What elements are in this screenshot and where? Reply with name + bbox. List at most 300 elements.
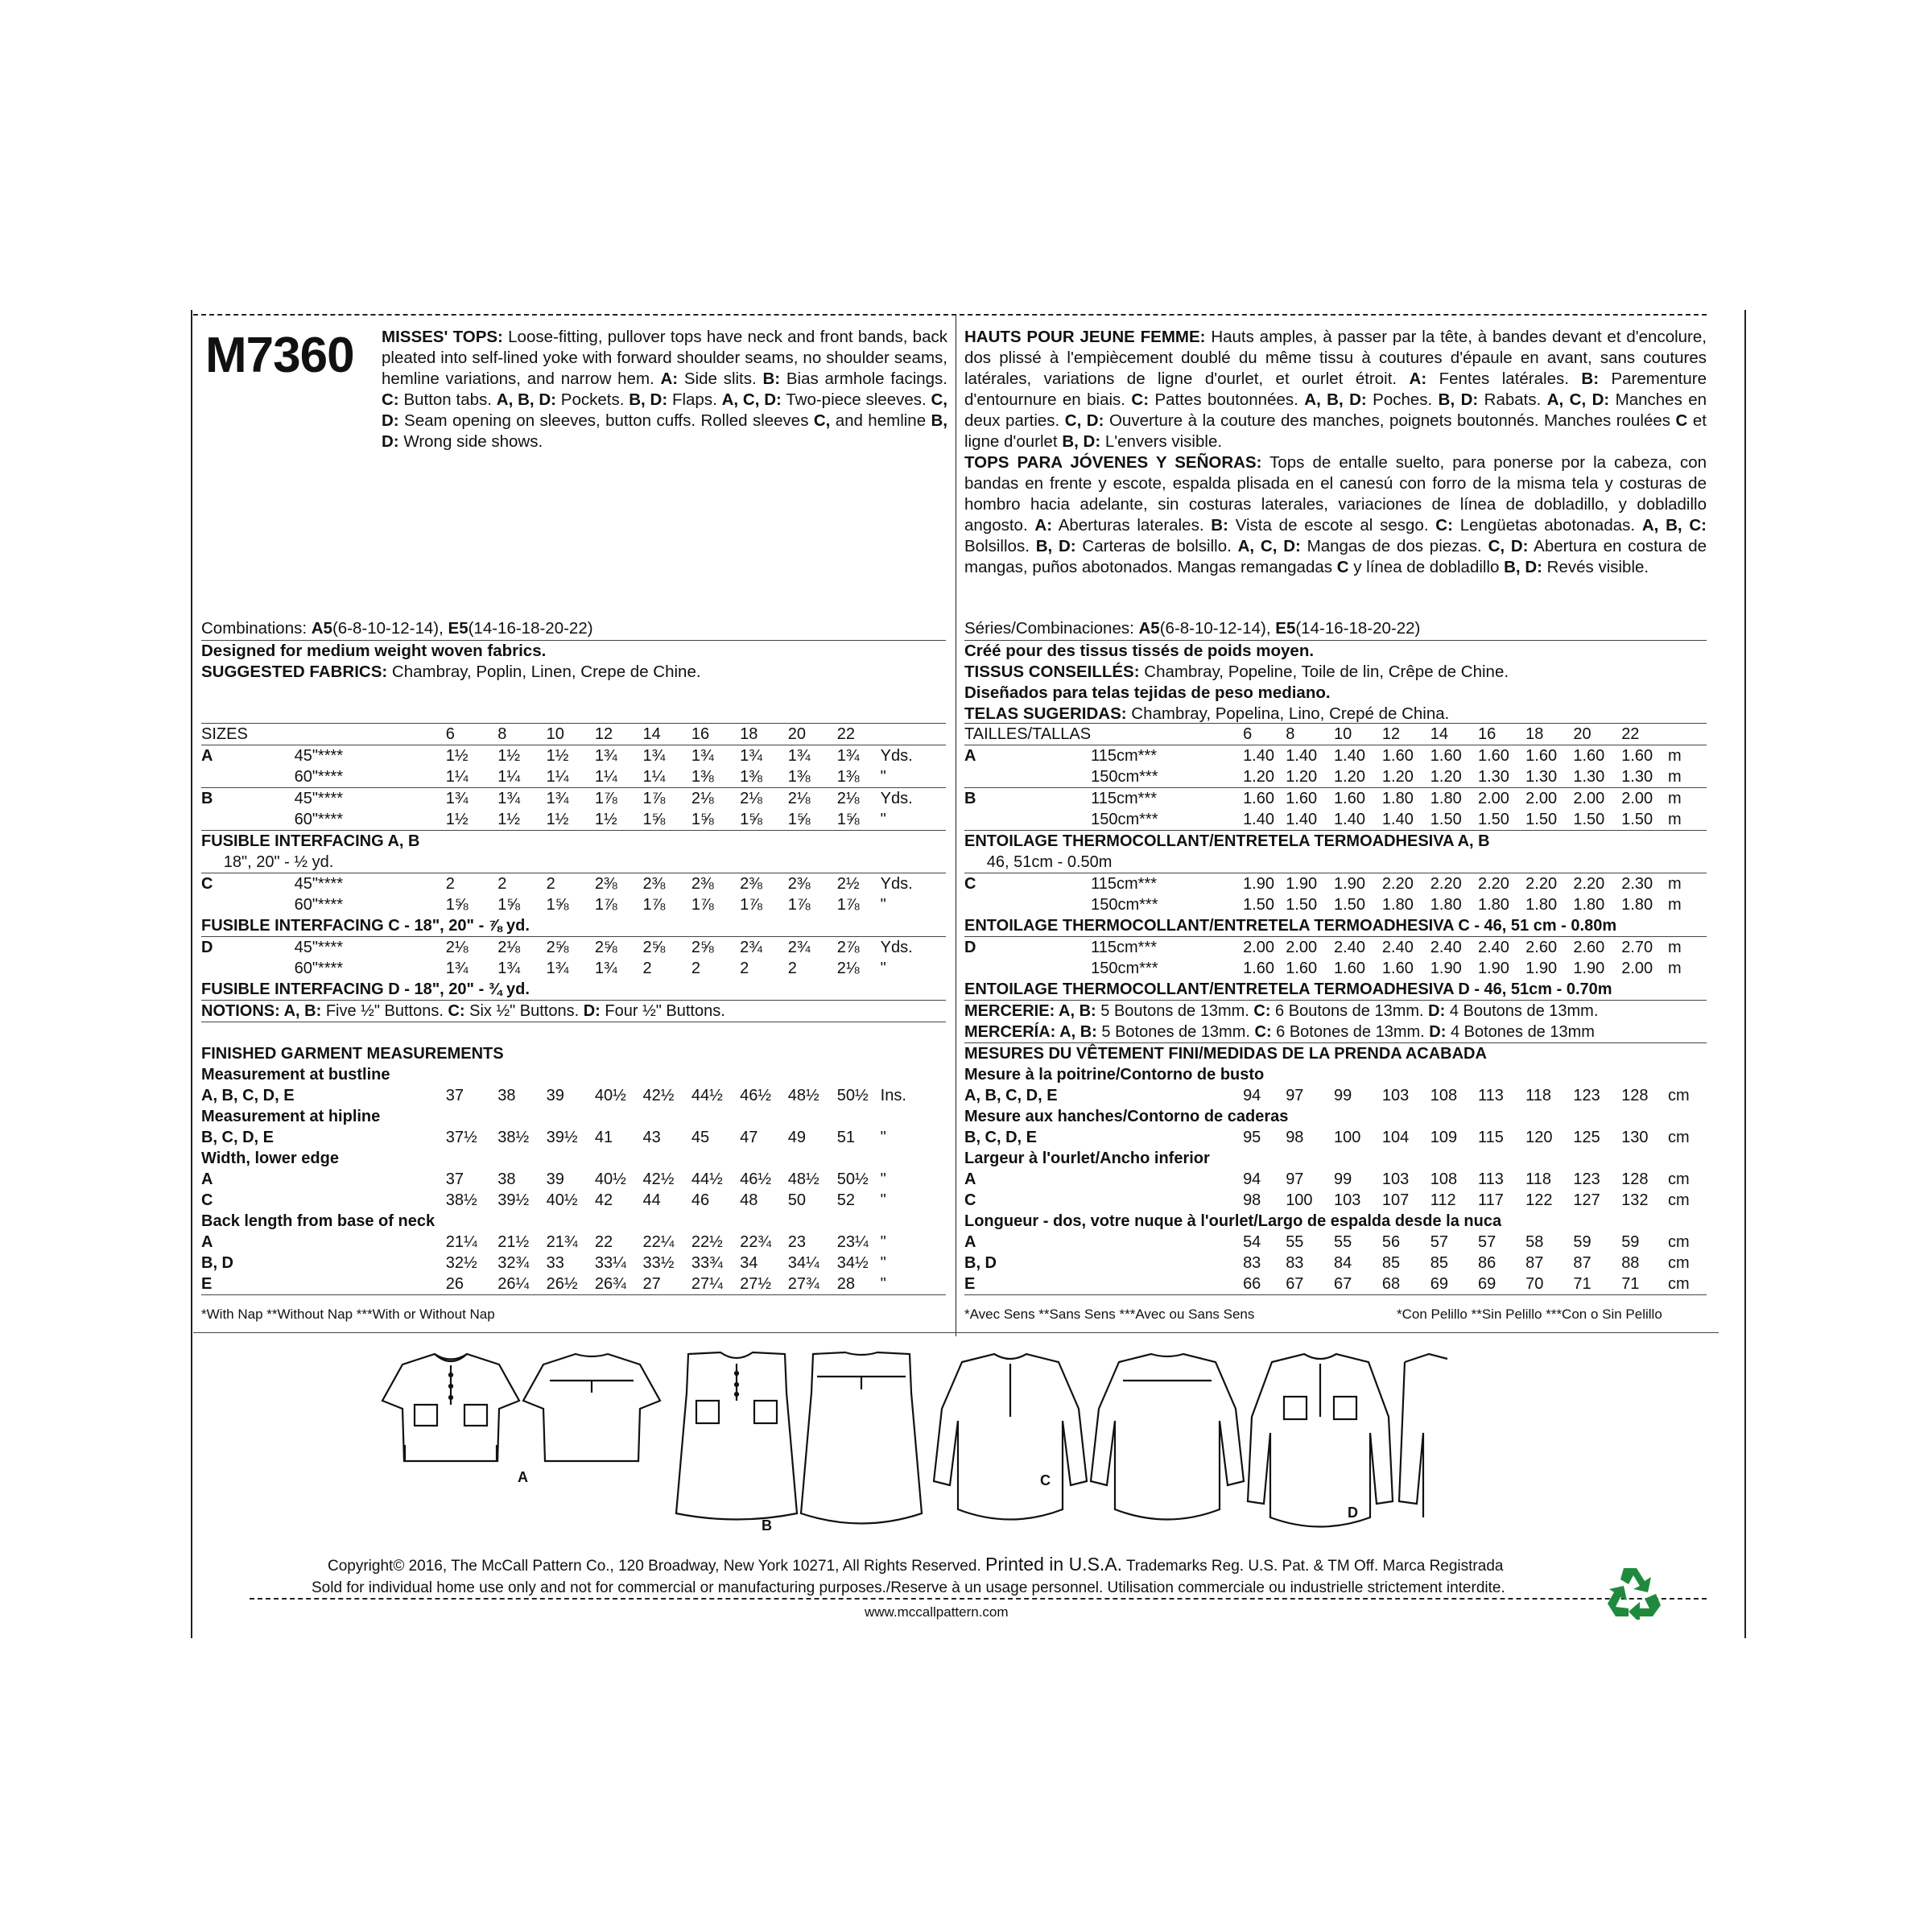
table-cell: 100 [1334,1129,1361,1146]
table-cell: 1.80 [1525,896,1558,914]
table-cell: 1.30 [1573,766,1621,788]
table-cell: 33¾ [691,1254,723,1272]
sketch-view-b-front [676,1352,797,1520]
table-cell [1091,1169,1243,1190]
table-cell: 28 [837,1274,881,1295]
table-cell: 21¼ [445,1233,477,1251]
table-cell: 26¼ [497,1274,546,1295]
table-row [201,1169,946,1190]
text-run: B, D: [1504,558,1542,576]
table-cell: 2.60 [1573,939,1605,956]
table-cell: 1¾ [691,747,714,765]
table-cell: 2⅝ [594,939,617,956]
table-row [964,1022,1707,1043]
table-cell: 22¾ [740,1233,772,1251]
table-cell: 59 [1621,1233,1640,1251]
table-cell: " [880,1254,886,1272]
combinations-fr-es [964,618,1420,639]
table-cell: 8 [1286,724,1334,745]
table-cell: 1.80 [1430,896,1462,914]
table-cell: 16 [691,724,740,745]
text-run: Ouverture à la couture des manches, poignets boutonnés. Manches roulées [1104,411,1676,430]
table-cell: MESURES DU VÊTEMENT FINI/MEDIDAS DE LA PRENDA ACABADA [964,1045,1487,1063]
table-cell: 2 [642,960,652,977]
table-cell: 1⅝ [643,809,691,831]
table-cell: 2.30 [1621,875,1653,893]
table-cell [1091,1085,1243,1106]
table-cell: m [1668,960,1682,977]
table-row [201,894,946,915]
table-cell [1091,1127,1243,1148]
table-cell: 71 [1573,1274,1621,1295]
table-row [964,1274,1707,1295]
table-cell: 42 [594,1191,613,1209]
table-cell: 2.00 [1621,790,1653,807]
table-cell: 57 [1430,1233,1449,1251]
table-cell: 118 [1525,1170,1552,1188]
table-cell: 1¾ [497,960,521,977]
table-cell: 42½ [642,1170,675,1188]
table-cell: 45"**** [294,939,344,956]
table-cell: 1½ [445,747,469,765]
table-row [201,1085,946,1106]
table-cell: 83 [1243,1254,1261,1272]
table-cell: 85 [1430,1254,1449,1272]
table-cell: " [880,1129,886,1146]
text-run: Wrong side shows. [398,432,543,451]
text-run: Pockets. [556,390,630,409]
table-cell: 1.80 [1381,790,1414,807]
table-row [964,809,1707,831]
text-run: Loose-fitting, pullover tops have neck and front bands, back pleated into self-lined yoke with forward shoulder seams, no shoulder seams, hemline variations, and narrow hem. [382,328,947,388]
table-cell: 2⅛ [497,939,521,956]
text-run: Manches en deux parties. [964,390,1707,430]
table-cell: 46, 51cm - 0.50m [964,852,1707,873]
table-cell: 2⅛ [740,790,762,807]
table-cell: 1.80 [1477,896,1509,914]
table-row [964,1001,1707,1022]
table-row [964,915,1707,937]
table-cell: 22½ [691,1233,723,1251]
text-run: Parementure d'entournure en biais. [964,369,1707,409]
table-cell: 1⅜ [691,766,740,788]
table-cell: 1⅝ [788,809,837,831]
table-cell: B, C, D, E [201,1129,275,1146]
table-cell: 1⅞ [594,790,617,807]
table-cell: cm [1668,1233,1690,1251]
table-cell: cm [1668,1087,1690,1104]
sold-notice: Sold for individual home use only and not for commercial or manufacturing purposes./Reserve à un usage personnel. Utilisation commerciale ou industrielle strictement interdite. [312,1579,1505,1596]
table-cell: Measurement at hipline [201,1108,381,1125]
table-cell: 1¾ [594,960,617,977]
table-cell: 115 [1477,1129,1504,1146]
text-run: Aberturas laterales. [1052,516,1212,535]
pattern-number: M7360 [205,328,354,383]
table-cell: B, D [964,1254,997,1272]
table-cell: ENTOILAGE THERMOCOLLANT/ENTRETELA TERMOADHESIVA C - 46, 51 cm - 0.80m [964,915,1707,937]
table-cell: 2⅛ [836,960,860,977]
table-cell: 2.40 [1477,939,1509,956]
table-cell: m [1668,747,1682,765]
table-cell: 2 [546,875,555,893]
table-cell: 22 [1621,724,1668,745]
description-fr [964,327,1707,452]
table-cell: 1.60 [1286,790,1318,807]
table-row [201,937,946,959]
suggested-fabrics-en [201,662,701,683]
table-cell: 39½ [497,1191,530,1209]
table-cell: 1.60 [1243,790,1274,807]
table-cell [964,766,1091,788]
table-cell: 23 [787,1233,806,1251]
table-cell: 1.50 [1430,809,1478,831]
text-run: B, D: [629,390,668,409]
combinations-en [201,618,593,639]
table-cell: 132 [1621,1191,1649,1209]
table-row [201,809,946,831]
table-cell: " [881,1274,946,1295]
table-cell [964,1022,1707,1043]
table-cell: 1.50 [1573,809,1621,831]
table-row [201,1190,946,1211]
table-row [201,1148,946,1169]
table-row [201,979,946,1001]
table-cell: 1.40 [1286,809,1334,831]
table-cell: 1.40 [1382,809,1430,831]
table-cell: 2.20 [1381,875,1414,893]
table-cell: 1.60 [1573,747,1605,765]
table-cell: 123 [1573,1087,1600,1104]
text-run: Mangas de dos piezas. [1300,537,1488,555]
text-run: C, [813,411,831,430]
table-cell: m [1668,939,1682,956]
table-cell: 2.40 [1381,939,1414,956]
text-run: TISSUS CONSEILLÉS: [964,663,1140,681]
yardage-table-en [201,724,946,1295]
table-row [201,766,946,788]
table-cell: 41 [594,1129,613,1146]
table-cell: 2.20 [1573,875,1605,893]
text-run: et ligne d'ourlet [964,411,1707,451]
view-c-label: C [1040,1472,1051,1488]
table-cell: 2⅜ [594,875,617,893]
table-cell: Longueur - dos, votre nuque à l'ourlet/Largo de espalda desde la nuca [964,1212,1502,1230]
table-cell: 45"**** [294,875,344,893]
table-cell: 46 [691,1191,710,1209]
table-cell: 1.80 [1573,896,1605,914]
table-cell: A [201,747,213,765]
text-run: A, C, D: [1546,390,1610,409]
table-row [964,1085,1707,1106]
table-cell: 2⅝ [546,939,569,956]
table-cell: 112 [1430,1191,1456,1209]
table-row [964,1127,1707,1148]
table-row [964,1253,1707,1274]
table-cell: 1.20 [1382,766,1430,788]
nap-note-en: *With Nap **Without Nap ***With or Without Nap [201,1307,495,1322]
text-run: C: [1435,516,1453,535]
table-cell: 26 [446,1274,498,1295]
table-cell: ENTOILAGE THERMOCOLLANT/ENTRETELA TERMOADHESIVA D - 46, 51cm - 0.70m [964,979,1707,1001]
table-cell: 88 [1621,1254,1640,1272]
table-cell: 2.20 [1525,875,1558,893]
table-cell: 128 [1621,1087,1649,1104]
table-cell: 1.60 [1381,960,1414,977]
text-run: MERCERÍA: [964,1023,1060,1041]
text-run: A, B: [1059,1023,1097,1041]
text-run: C [1675,411,1688,430]
table-cell: D [964,939,976,956]
text-run: Séries/Combinaciones: [964,619,1139,638]
table-cell: D [201,939,213,956]
table-cell [1091,1274,1243,1295]
designed-fr: Créé pour des tissus tissés de poids moyen. [964,642,1315,660]
text-run: A, B, D: [1304,390,1367,409]
table-cell: 125 [1573,1129,1600,1146]
sketch-view-a-back [523,1354,660,1461]
sketch-view-d-back [1399,1354,1447,1517]
table-cell: 150cm*** [1091,809,1243,831]
text-run: Six ½" Buttons. [469,1002,580,1020]
table-cell: cm [1668,1129,1690,1146]
table-cell: 98 [1286,1129,1304,1146]
table-cell: 87 [1573,1254,1591,1272]
text-run: and hemline [830,411,931,430]
text-run: Two-piece sleeves. [781,390,931,409]
table-cell: 34½ [836,1254,869,1272]
table-row [964,745,1707,767]
table-cell: 115cm*** [1091,790,1158,807]
table-row [201,1043,946,1064]
yardage-table-fr-es [964,724,1707,1295]
table-cell: C [201,1191,213,1209]
table-cell: 98 [1243,1191,1261,1209]
table-row [964,1106,1707,1127]
table-cell: 1¾ [836,747,860,765]
text-run: C: [1249,1002,1276,1020]
table-cell: FUSIBLE INTERFACING C - 18", 20" - ⅞ yd. [201,915,946,937]
designed-en: Designed for medium weight woven fabrics. [201,642,547,660]
table-cell: 2.00 [1243,939,1274,956]
right-edge [1744,310,1746,1638]
table-cell: 1⅝ [740,809,788,831]
table-cell: 69 [1430,1274,1478,1295]
table-cell: 54 [1243,1233,1261,1251]
text-run: (14-16-18-20-22) [1295,619,1421,638]
table-cell: 8 [497,724,546,745]
table-cell: 1.60 [1243,960,1274,977]
table-row [964,937,1707,959]
table-cell: Width, lower edge [201,1150,339,1167]
text-run: Five ½" Buttons. [321,1002,444,1020]
table-cell: 49 [787,1129,806,1146]
table-cell: A [201,1233,213,1251]
table-cell: 14 [643,724,691,745]
table-cell: A [201,1170,213,1188]
text-run: Pattes boutonnées. [1149,390,1305,409]
table-cell: 21¾ [546,1233,578,1251]
table-cell: 2.60 [1525,939,1558,956]
table-cell: 1.40 [1243,747,1274,765]
table-cell: B [964,790,976,807]
table-cell [964,809,1091,831]
table-cell: Measurement at bustline [201,1066,390,1084]
table-cell: 86 [1477,1254,1496,1272]
table-cell: 1.90 [1334,875,1365,893]
text-run: D: [1424,1023,1451,1041]
text-run: C: [443,1002,470,1020]
table-cell [295,1190,446,1211]
table-cell: 1⅝ [837,809,881,831]
text-run: Abertura en costura de mangas, puños abotonados. Mangas remangadas [964,537,1707,576]
table-cell: m [1668,766,1707,788]
text-run: C, D: [1064,411,1104,430]
table-cell: 2.00 [1477,790,1509,807]
text-run: 4 Botones de 13mm [1450,1023,1595,1041]
table-row [201,1274,946,1295]
bottom-rule [193,1332,1719,1333]
table-cell [1091,1253,1243,1274]
table-cell: 1¾ [445,960,469,977]
table-row [964,1211,1707,1232]
table-cell: 1.60 [1334,790,1365,807]
text-run: Lengüetas abotonadas. [1452,516,1642,535]
table-cell: 1.20 [1430,766,1478,788]
table-cell: 33 [546,1254,564,1272]
table-cell [295,1085,446,1106]
table-cell: 115cm*** [1091,875,1158,893]
table-cell: 2⅛ [836,790,860,807]
table-cell [1091,1232,1243,1253]
table-cell: 1.90 [1286,875,1318,893]
table-cell: 1.30 [1478,766,1525,788]
text-run: MERCERIE: [964,1002,1059,1020]
table-cell: " [881,809,946,831]
table-cell: 1.90 [1243,875,1274,893]
table-cell: A [964,1233,976,1251]
table-cell: 150cm*** [1091,896,1158,914]
table-cell: 2.00 [1525,790,1558,807]
table-cell: 103 [1381,1087,1410,1104]
table-cell: 37½ [445,1129,477,1146]
table-cell: 69 [1478,1274,1525,1295]
left-edge [191,310,192,1638]
table-cell: 127 [1573,1191,1600,1209]
table-cell: E [964,1274,1091,1295]
table-cell: " [880,1233,886,1251]
table-cell: 48 [740,1191,758,1209]
table-cell: m [1668,875,1682,893]
table-cell: 1½ [497,747,521,765]
table-cell: 1.50 [1525,809,1573,831]
table-cell: cm [1668,1191,1690,1209]
table-row [201,1022,946,1044]
table-cell: E [201,1274,295,1295]
table-row [201,852,946,873]
table-cell: 70 [1525,1274,1573,1295]
table-cell: 128 [1621,1170,1649,1188]
table-cell: FINISHED GARMENT MEASUREMENTS [201,1045,504,1063]
text-run: A: [1409,369,1427,388]
table-cell: 2⅛ [691,790,714,807]
text-run: MISSES' TOPS: [382,328,503,346]
table-cell: 1¾ [740,747,762,765]
text-run: Revés visible. [1542,558,1649,576]
table-cell [295,1127,446,1148]
table-cell: 37 [445,1170,464,1188]
text-run: Four ½" Buttons. [605,1002,725,1020]
table-cell: A, B, C, D, E [964,1087,1058,1104]
table-cell: 32½ [445,1254,477,1272]
table-cell: cm [1668,1170,1690,1188]
table-cell: 32¾ [497,1254,530,1272]
text-run: Rabats. [1478,390,1547,409]
table-cell: 1¼ [547,766,595,788]
table-cell: 1½ [546,747,569,765]
table-cell [201,894,295,915]
table-cell: 68 [1382,1274,1430,1295]
table-cell: 2⅜ [642,875,666,893]
table-cell: 2.20 [1430,875,1462,893]
table-cell [295,1253,446,1274]
table-cell: 27 [643,1274,691,1295]
text-run: (14-16-18-20-22) [468,619,593,638]
table-cell: 2⅞ [836,939,860,956]
table-cell [201,766,295,788]
table-cell: " [880,1191,886,1209]
table-row [964,852,1707,873]
table-cell: Yds. [880,747,913,765]
top-dashed-edge [193,314,1707,316]
text-run: Hauts amples, à passer par la tête, à bandes devant et d'encolure, dos plissé à l'empiècement doublé du même tissu à coutures d'épaule en avant, sans coutures latérales, variations de ligne d'ourlet, et ourlet étroit. [964,328,1707,388]
table-row [201,958,946,979]
table-cell: " [880,960,886,977]
table-cell [881,724,946,745]
website: www.mccallpattern.com [861,1602,1012,1623]
table-cell: 1¾ [594,747,617,765]
table-cell [295,1274,446,1295]
table-cell: 1.50 [1334,896,1365,914]
table-cell: 67 [1334,1274,1382,1295]
table-cell: 87 [1525,1254,1544,1272]
table-cell: 1.20 [1286,766,1334,788]
table-cell: 12 [595,724,643,745]
view-d-label: D [1348,1505,1358,1521]
table-cell: 95 [1243,1129,1261,1146]
table-cell: 1.80 [1430,790,1462,807]
table-cell: 113 [1477,1087,1504,1104]
text-run: C: [382,390,399,409]
text-run: C, D: [382,390,947,430]
table-cell: 34 [740,1254,758,1272]
table-cell: 2⅜ [787,875,811,893]
table-cell: 27¾ [788,1274,837,1295]
table-cell: 38 [497,1087,516,1104]
text-run: A: [1034,516,1053,535]
table-cell: 20 [1573,724,1621,745]
text-run: A, C, D: [721,390,782,409]
table-cell: 1½ [497,809,546,831]
table-cell: 52 [836,1191,855,1209]
table-cell: 1.30 [1621,766,1668,788]
table-cell: 1.50 [1286,896,1318,914]
table-cell: 18 [1525,724,1573,745]
table-cell: Yds. [880,790,913,807]
table-cell: 66 [1243,1274,1286,1295]
table-cell: Yds. [880,939,913,956]
table-row [201,788,946,810]
text-run: A5 [1138,619,1160,638]
